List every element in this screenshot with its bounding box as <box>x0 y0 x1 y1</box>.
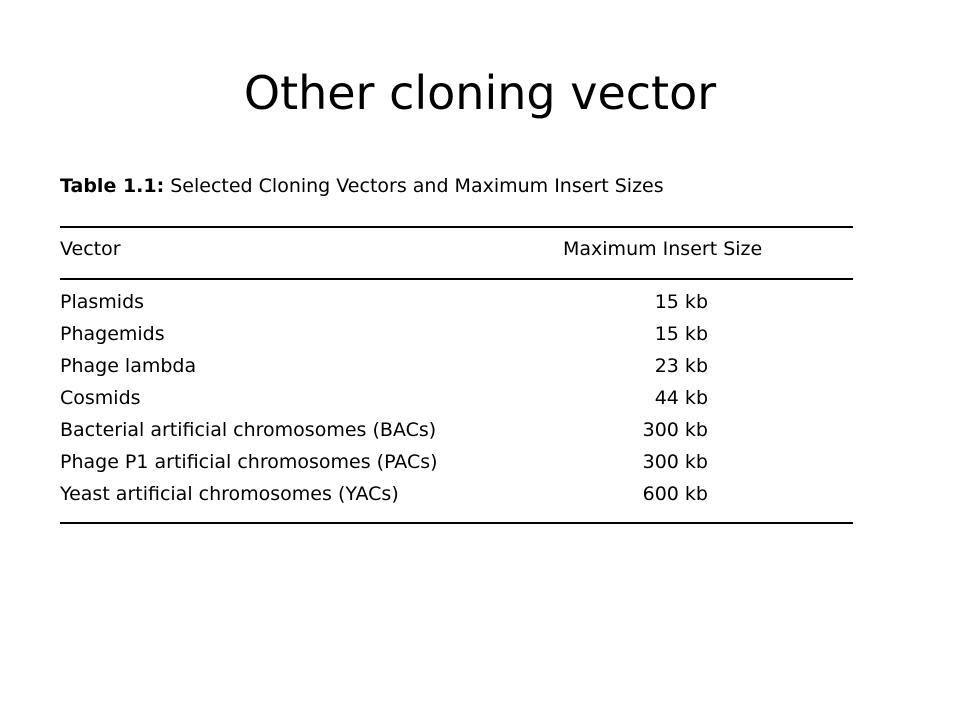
table-row <box>60 286 860 318</box>
table-header-rule <box>60 278 853 280</box>
row-size: 600 kb <box>642 483 708 505</box>
vector-table <box>60 166 860 524</box>
table-caption <box>60 166 860 206</box>
table-row <box>60 382 860 414</box>
header-vector: Vector <box>60 238 121 260</box>
row-size: 44 kb <box>654 387 708 409</box>
table-bottom-rule <box>60 522 853 524</box>
row-vector: Phage P1 artificial chromosomes (PACs) <box>60 451 438 473</box>
row-size: 15 kb <box>654 323 708 345</box>
row-vector: Bacterial artificial chromosomes (BACs) <box>60 419 437 441</box>
row-vector: Phage lambda <box>60 355 197 377</box>
table-caption-text: Selected Cloning Vectors and Maximum Insert Sizes <box>164 175 664 197</box>
row-vector: Cosmids <box>60 387 141 409</box>
table-row <box>60 446 860 478</box>
table-row <box>60 318 860 350</box>
row-size: 23 kb <box>654 355 708 377</box>
row-vector: Yeast artificial chromosomes (YACs) <box>60 483 399 505</box>
table-top-rule <box>60 226 853 228</box>
slide-title: Other cloning vector <box>243 66 717 120</box>
header-max-insert-size: Maximum Insert Size <box>563 238 763 260</box>
row-size: 15 kb <box>654 291 708 313</box>
row-size: 300 kb <box>642 451 708 473</box>
table-header-row <box>60 232 860 266</box>
table-row <box>60 350 860 382</box>
table-caption-label: Table 1.1: <box>60 175 165 197</box>
table-row <box>60 478 860 510</box>
row-vector: Phagemids <box>60 323 165 345</box>
row-vector: Plasmids <box>60 291 145 313</box>
row-size: 300 kb <box>642 419 708 441</box>
table-row <box>60 414 860 446</box>
